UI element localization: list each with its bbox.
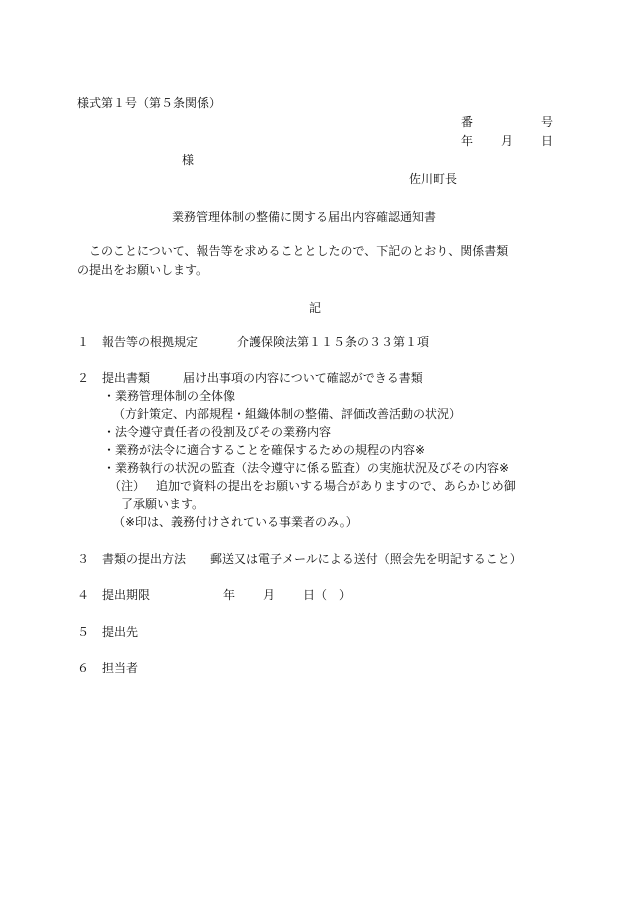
section-2-note-line-3: （※印は、義務付けされている事業者のみ。） xyxy=(113,515,358,529)
ki-heading: 記 xyxy=(309,301,322,315)
section-5-label: 提出先 xyxy=(102,625,139,639)
section-3-value: 郵送又は電子メールによる送付（照会先を明記すること） xyxy=(210,552,522,566)
section-2-note-line-1: 追加で資料の提出をお願いする場合がありますので、あらかじめ御 xyxy=(156,479,516,493)
date-year: 年 xyxy=(461,134,474,148)
section-2-item-3: ・業務が法令に適合することを確保するための規程の内容※ xyxy=(103,443,426,457)
number-label-go: 号 xyxy=(541,115,554,129)
section-2-item-2: ・法令遵守責任者の役割及びその業務内容 xyxy=(103,425,332,439)
section-2-number: ２ xyxy=(77,371,90,385)
section-5-number: ５ xyxy=(77,625,90,639)
section-1-label: 報告等の根拠規定 xyxy=(102,335,199,349)
section-6-label: 担当者 xyxy=(102,661,139,675)
section-2-item-1: ・業務管理体制の全体像 xyxy=(103,389,236,403)
section-2-note-line-2: 了承願います。 xyxy=(121,497,205,511)
section-3-label: 書類の提出方法 xyxy=(102,552,187,566)
section-1-value: 介護保険法第１１５条の３３第１項 xyxy=(237,335,430,349)
document-title: 業務管理体制の整備に関する届出内容確認通知書 xyxy=(172,210,437,224)
section-4-number: ４ xyxy=(77,588,90,602)
intro-line-2: の提出をお願いします。 xyxy=(77,263,209,277)
section-3-number: ３ xyxy=(77,552,90,566)
section-2-note-label: （注） xyxy=(109,479,146,493)
section-2-item-1-sub: （方針策定、内部規程・組織体制の整備、評価改善活動の状況） xyxy=(113,407,462,421)
section-2-item-4: ・業務執行の状況の監査（法令遵守に係る監査）の実施状況及びその内容※ xyxy=(103,461,510,475)
section-6-number: ６ xyxy=(77,661,90,675)
form-number: 様式第１号（第５条関係） xyxy=(77,96,222,110)
number-label-ban: 番 xyxy=(461,115,474,129)
section-4-year: 年 xyxy=(223,588,236,602)
sender: 佐川町長 xyxy=(409,172,458,186)
section-1-number: １ xyxy=(77,335,90,349)
section-4-month: 月 xyxy=(263,588,276,602)
intro-line-1: このことについて、報告等を求めることとしたので、下記のとおり、関係書類 xyxy=(89,244,509,258)
addressee-suffix: 様 xyxy=(182,153,195,167)
date-month: 月 xyxy=(501,134,514,148)
section-2-value: 届け出事項の内容について確認ができる書類 xyxy=(183,371,423,385)
section-4-day: 日（ ） xyxy=(303,588,352,602)
section-2-label: 提出書類 xyxy=(102,371,151,385)
date-day: 日 xyxy=(541,134,554,148)
section-4-label: 提出期限 xyxy=(102,588,151,602)
